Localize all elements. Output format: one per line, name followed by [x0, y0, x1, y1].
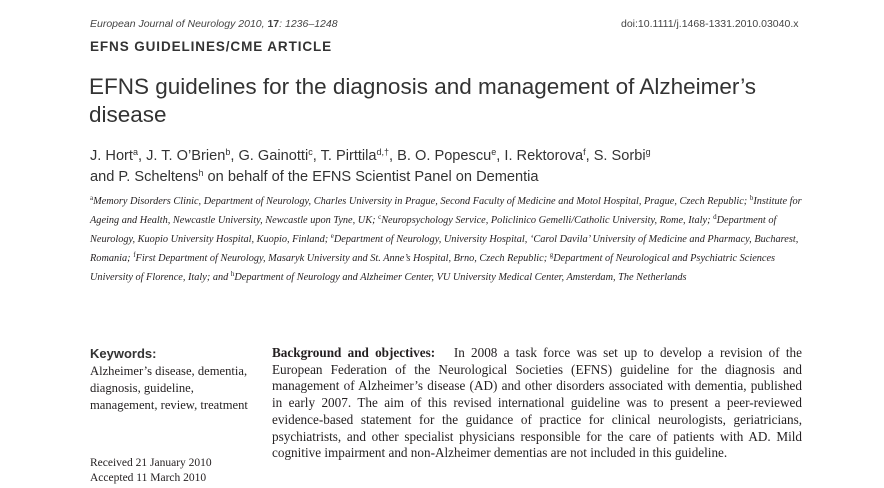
received-date: Received 21 January 2010: [90, 457, 212, 469]
section-label: EFNS GUIDELINES/CME ARTICLE: [90, 39, 333, 54]
affiliations: [90, 192, 820, 287]
author-name: T. Pirttila: [320, 148, 377, 164]
affiliation-marker: d: [713, 213, 717, 222]
author-separator: ,: [496, 148, 505, 164]
affiliation-marker: c: [378, 213, 382, 222]
author-separator: ,: [312, 148, 321, 164]
author-affiliation-marker: f: [583, 147, 586, 157]
abstract: [272, 345, 802, 462]
author-affiliation-marker: d,†: [376, 147, 390, 157]
affiliation-marker: e: [330, 232, 334, 241]
author-affiliation-marker: c: [308, 147, 313, 157]
affiliation-text: Department of Neurology and Alzheimer Center, VU University Medical Center, Amsterdam, The Netherlands: [234, 272, 687, 284]
author-name: and P. Scheltens: [90, 169, 199, 185]
author-group-note: on behalf of the EFNS Scientist Panel on Dementia: [207, 169, 539, 185]
doi: doi:10.1111/j.1468-1331.2010.03040.x: [621, 18, 799, 30]
journal-pages: : 1236–1248: [279, 18, 338, 30]
affiliation-text: Neuropsychology Service, Policlinico Gemelli/Catholic University, Rome, Italy;: [381, 215, 714, 227]
affiliation-text: Institute for Ageing and Health, Newcastle University, Newcastle upon Tyne, UK;: [90, 196, 802, 227]
author-affiliation-marker: b: [225, 147, 231, 157]
journal-name: European Journal of Neurology 2010,: [90, 18, 265, 30]
author-affiliation-marker: g: [645, 147, 651, 157]
author-affiliation-marker: e: [491, 147, 497, 157]
author-affiliation-marker: a: [132, 147, 138, 157]
affiliation-marker: g: [549, 251, 554, 260]
author-name: J. T. O’Brien: [146, 148, 226, 164]
affiliation-text: First Department of Neurology, Masaryk University and St. Anne’s Hospital, Brno, Czech Republic;: [135, 253, 550, 265]
affiliation-text: Department of Neurology, Kuopio University Hospital, Kuopio, Finland;: [90, 215, 777, 246]
author-affiliation-marker: h: [198, 168, 204, 178]
journal-volume: 17: [267, 18, 280, 30]
author-name: S. Sorbi: [593, 148, 646, 164]
author-name: I. Rektorova: [504, 148, 584, 164]
journal-citation: [90, 18, 338, 30]
affiliation-text: Department of Neurological and Psychiatric Sciences University of Florence, Italy; and: [90, 253, 776, 284]
author-separator: ,: [389, 148, 398, 164]
abstract-text: In 2008 a task force was set up to develop a revision of the European Federation of the Neurological Societies (EFNS) guideline for the diagnosis and management of Alzheimer’s disease (AD) and other disorders associated with dementia, published in early 2007. The aim of this revised international guideline was to present a peer-reviewed evidence-based statement for the guidance of practice for clinical neurologists, geriatricians, psychiatrists, and other specialist physicians responsible for the care of patients with AD. Mild cognitive impairment and non-Alzheimer dementias are not included in this guideline.: [272, 345, 803, 461]
author-separator: [651, 148, 655, 164]
author-list: [90, 146, 810, 188]
author-name: G. Gainotti: [238, 148, 309, 164]
affiliation-marker: h: [230, 270, 235, 279]
abstract-heading: Background and objectives:: [272, 345, 436, 360]
author-name: B. O. Popescu: [397, 148, 492, 164]
author-separator: ,: [585, 148, 594, 164]
author-separator: ,: [230, 148, 239, 164]
affiliation-text: Memory Disorders Clinic, Department of Neurology, Charles University in Prague, Second Faculty of Medicine and Motol Hospital, Prague, Czech Republic;: [93, 196, 750, 207]
keywords-list: Alzheimer’s disease, dementia, diagnosis, guideline, management, review, treatment: [90, 364, 248, 412]
affiliation-marker: b: [749, 194, 754, 202]
affiliation-marker: f: [133, 251, 136, 260]
author-separator: ,: [138, 148, 147, 164]
author-name: J. Hort: [90, 148, 133, 164]
accepted-date: Accepted 11 March 2010: [90, 472, 207, 484]
affiliation-text: Department of Neurology, University Hospital, ‘Carol Davila’ University of Medicine and Pharmacy, Bucharest, Romania;: [90, 234, 799, 265]
affiliation-marker: a: [90, 194, 94, 202]
keywords-heading: Keywords:: [90, 346, 157, 361]
paper-title: EFNS guidelines for the diagnosis and management of Alzheimer’s disease: [89, 74, 757, 127]
